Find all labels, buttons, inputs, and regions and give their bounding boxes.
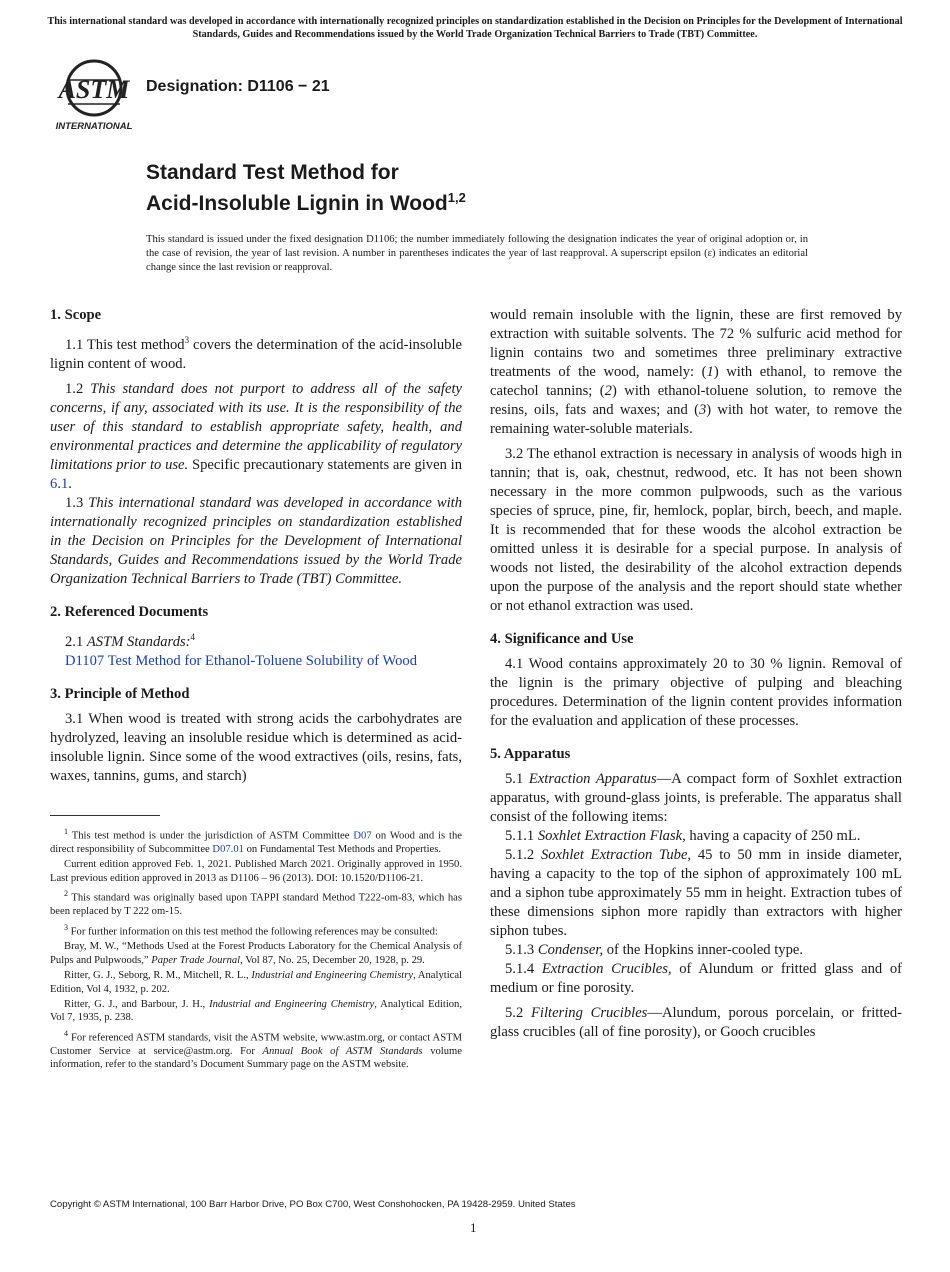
copyright-line: Copyright © ASTM International, 100 Barr Harbor Drive, PO Box C700, West Conshohocken, PA 19428-2959. United States xyxy=(50,1199,576,1210)
footnote-1: $^1$ This test method is under the jurisdiction of ASTM Committee D07 on Wood and is the direct responsibility of Subcommittee D07.01 on Fundamental Test Methods and Properties. xyxy=(50,827,462,855)
footnote-3-ref-1: Bray, M. W., “Methods Used at the Forest Products Laboratory for the Chemical Analysis of Pulps and Pulpwoods,” Paper Trade Journal, Vol 87, No. 25, December 20, 1928, p. 29. xyxy=(50,941,462,966)
para-5-1: 5.1 Extraction Apparatus—A compact form of Soxhlet extraction apparatus, with ground-glass joints, is preferable. The apparatus shall consist of the following items: xyxy=(490,771,902,825)
page-number: 1 xyxy=(470,1220,477,1235)
svg-text:ASTM: ASTM xyxy=(58,75,130,104)
para-5-1-3: 5.1.3 Condenser, of the Hopkins inner-cooled type. xyxy=(505,942,804,958)
section-principle-heading: 3. Principle of Method xyxy=(50,685,190,702)
footnote-3-ref-2: Ritter, G. J., Seborg, R. M., Mitchell, R. L., Industrial and Engineering Chemistry, Analytical Edition, Vol 4, 1932, p. 202. xyxy=(50,970,462,995)
logo-text: INTERNATIONAL xyxy=(55,121,133,132)
para-2-1: 2.1 ASTM Standards:$^4$ xyxy=(65,631,196,650)
footnote-divider xyxy=(50,815,160,816)
para-5-1-1: 5.1.1 Soxhlet Extraction Flask, having a capacity of 250 mL. xyxy=(505,828,861,844)
ref-d1107 xyxy=(50,652,462,671)
para-3-1: 3.1 When wood is treated with strong acids the carbohydrates are hydrolyzed, leaving an insoluble residue which is determined as acid-insoluble lignin. Since some of the wood extractives (oils, resins, fats, waxes, tannins, gums, and starch) xyxy=(50,710,462,784)
left-column xyxy=(50,306,462,786)
link-d1107[interactable]: D1107 xyxy=(65,652,105,669)
section-scope-heading: 1. Scope xyxy=(50,307,102,323)
trade-notice: This international standard was developed in accordance with internationally recognized principles on standardization established in the Decision on Principles for the Development of International Standards, Guides and Recommendations issued by the World Trade Organization Technical Barriers to Trade (TBT) Committee. xyxy=(47,16,903,40)
para-1-1: 1.1 This test method$^3$ covers the determination of the acid-insoluble lignin content of wood. xyxy=(50,335,462,372)
footnote-4: $^4$ For referenced ASTM standards, visit the ASTM website, www.astm.org, or contact ASTM Customer Service at service@astm.org. For Annual Book of ASTM Standards volume information, refer to the standard’s Document Summary page on the ASTM website. xyxy=(50,1028,462,1071)
footnotes xyxy=(50,825,462,1074)
para-3-1-continued: would remain insoluble with the lignin, these are first removed by extraction with suitable solvents. The 72 % sulfuric acid method for lignin contains two and sometimes three preliminary extractive treatments of the wood, namely: (1) with ethanol, to remove the catechol tannins; (2) with ethanol-toluene solution, to remove the resins, oils, fats and waxes; and (3) with hot water, to remove the remaining water-soluble materials. xyxy=(490,307,902,437)
title-footnote-refs: 1,2 xyxy=(447,190,466,205)
link-d07-01[interactable]: D07.01 xyxy=(212,843,244,855)
designation: Designation: D1106 − 21 xyxy=(146,78,330,95)
link-d07[interactable]: D07 xyxy=(353,830,372,842)
footnote-3-ref-3: Ritter, G. J., and Barbour, J. H., Industrial and Engineering Chemistry, Analytical Edition, Vol 7, 1935, p. 238. xyxy=(50,999,463,1024)
astm-logo-icon xyxy=(52,58,136,132)
title-line-2: Acid-Insoluble Lignin in Wood$^{1,2}$ xyxy=(146,190,466,215)
section-significance-heading: 4. Significance and Use xyxy=(490,631,634,647)
para-5-1-4: 5.1.4 Extraction Crucibles, of Alundum or fritted glass and of medium or fine porosity. xyxy=(490,961,902,996)
footnote-1-edition: Current edition approved Feb. 1, 2021. Published March 2021. Originally approved in 1950. Last previous edition approved in 2013 as D1106 – 96 (2013). DOI: 10.1520/D1106-21. xyxy=(50,859,462,884)
astm-logo xyxy=(52,58,136,132)
footnote-2: $^2$ This standard was originally based upon TAPPI standard Method T222-om-83, which has been replaced by T 222 om-15. xyxy=(50,889,462,918)
para-1-2: 1.2 This standard does not purport to address all of the safety concerns, if any, associated with its use. It is the responsibility of the user of this standard to establish appropriate safety, health, and environmental practices and determine the applicability of regulatory limitations prior to use. Specific precautionary statements are given in 6.1. xyxy=(50,380,462,492)
document-title xyxy=(146,160,466,216)
issuance-note: This standard is issued under the fixed designation D1106; the number immediately following the designation indicates the year of original adoption or, in the case of revision, the year of last revision. A number in parentheses indicates the year of last reapproval. A superscript epsilon (ε) indicates an editorial change since the last revision or reapproval. xyxy=(146,234,808,273)
para-4-1: 4.1 Wood contains approximately 20 to 30 % lignin. Removal of the lignin is the primary objective of pulping and bleaching procedures. Determination of the lignin content provides information for the evaluation and application of these processes. xyxy=(490,656,902,729)
section-apparatus-heading: 5. Apparatus xyxy=(490,746,571,762)
title-line-1: Standard Test Method for xyxy=(146,161,399,184)
para-3-2: 3.2 The ethanol extraction is necessary in analysis of woods high in tannin; that is, oak, chestnut, redwood, etc. It has not been shown necessary in the more common pulpwoods, such as the various species of spruce, pine, fir, hemlock, poplar, birch, beech, and maple. It is recommended that for these woods the alcohol extraction be omitted unless it is desirable for a special purpose. In analysis of woods not listed, the desirability of the alcohol extraction depends upon the purpose of the analysis and the report should state whether or not ethanol extraction was used. xyxy=(490,446,902,614)
section-refdocs-heading: 2. Referenced Documents xyxy=(50,603,209,620)
link-d1107-title[interactable]: Test Method for Ethanol-Toluene Solubility of Wood xyxy=(107,652,418,669)
right-column xyxy=(490,306,902,1042)
link-6-1[interactable]: 6.1 xyxy=(50,475,69,492)
para-1-3: 1.3 This international standard was developed in accordance with internationally recognized principles on standardization established in the Decision on Principles for the Development of International Standards, Guides and Recommendations issued by the World Trade Organization Technical Barriers to Trade (TBT) Committee. xyxy=(50,494,463,587)
para-5-2: 5.2 Filtering Crucibles—Alundum, porous porcelain, or fritted-glass crucibles (all of fine porosity), or Gooch crucibles xyxy=(490,1005,903,1040)
footnote-3: $^3$ For further information on this test method the following references may be consulted: xyxy=(64,922,438,938)
para-5-1-2: 5.1.2 Soxhlet Extraction Tube, 45 to 50 mm in inside diameter, having a capacity to the top of the siphon of approximately 100 mL and a siphon tube approximately 55 mm in height. Extraction tubes of these dimensions siphon more rapidly than extractors with higher siphon tubes. xyxy=(490,847,902,939)
